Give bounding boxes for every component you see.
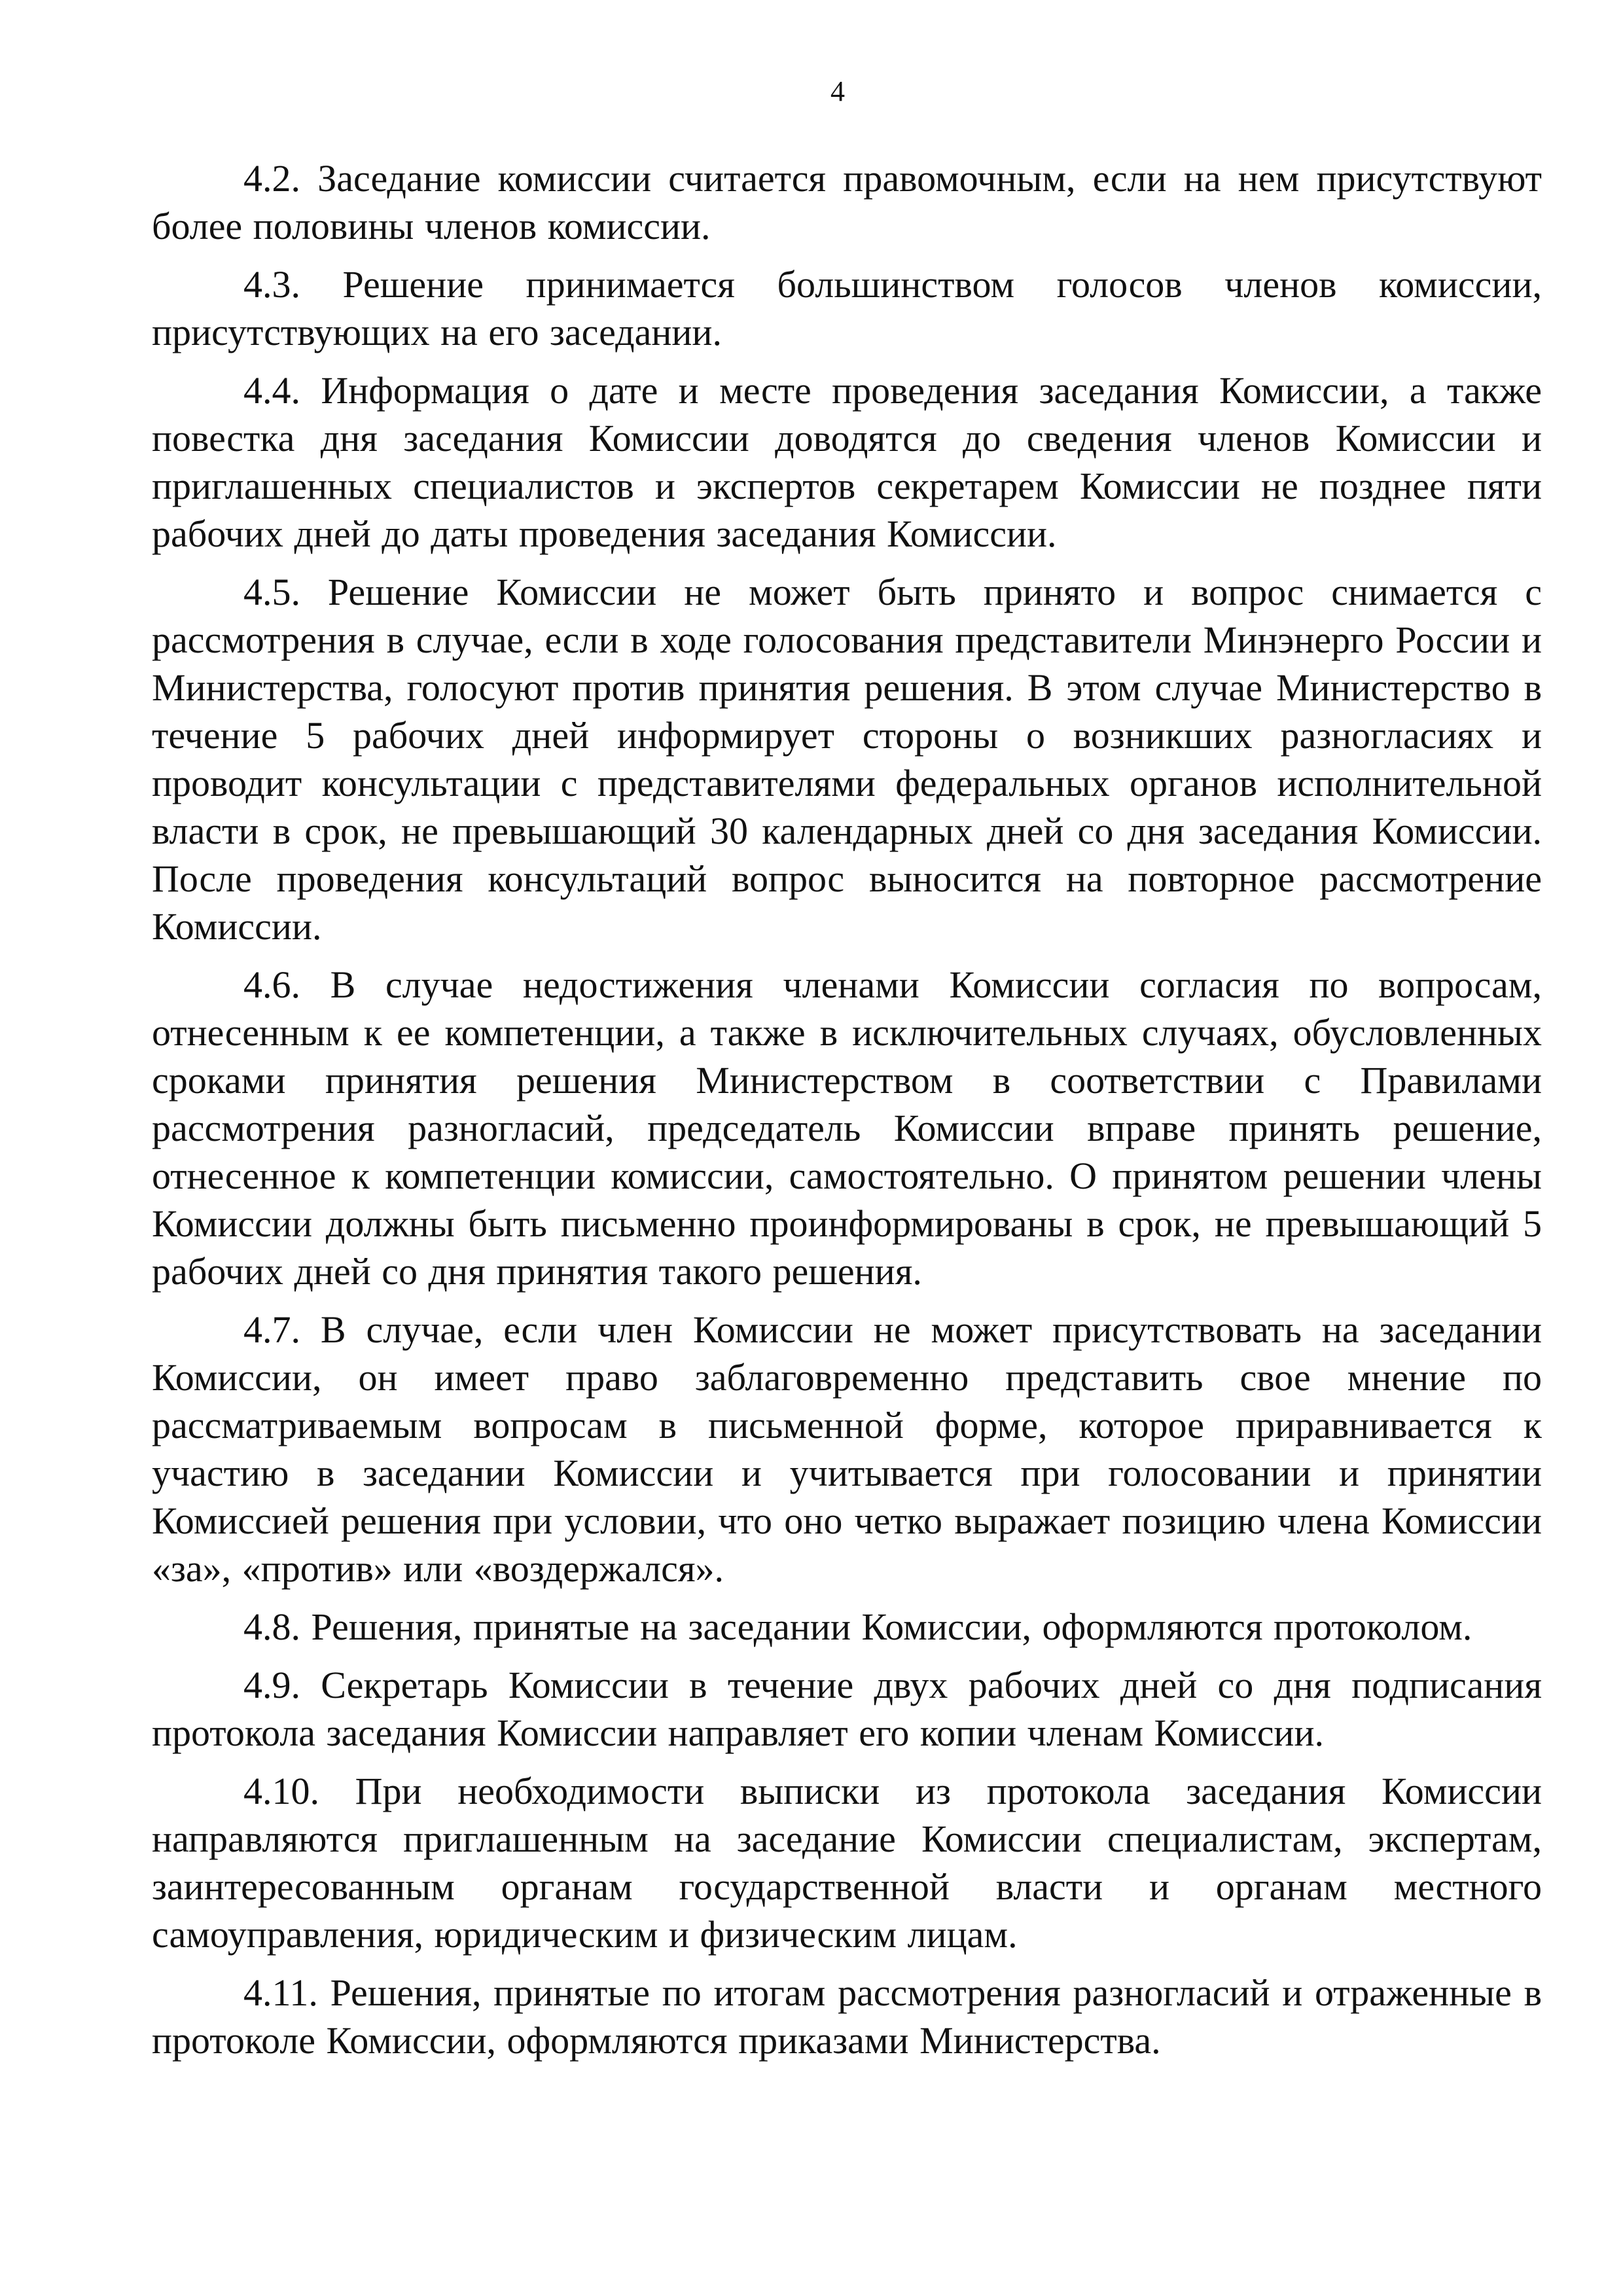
paragraph-4-10: 4.10. При необходимости выписки из протокола заседания Комиссии направляются приглашенным на заседание Комиссии специалистам, экспертам, заинтересованным органам государственной власти и органам местного самоуправления, юридическим и физическим лицам. [152, 1770, 1542, 1956]
paragraph-4-6: 4.6. В случае недостижения членами Комиссии согласия по вопросам, отнесенным к ее компетенции, а также в исключительных случаях, обусловленных сроками принятия решения Министерством в соответствии с Правилами рассмотрения разногласий, председатель Комиссии вправе принять решение, отнесенное к компетенции комиссии, самостоятельно. О принятом решении члены Комиссии должны быть письменно проинформированы в срок, не превышающий 5 рабочих дней со дня принятия такого решения. [152, 963, 1542, 1293]
document-body [152, 154, 1542, 2075]
paragraph-4-3: 4.3. Решение принимается большинством голосов членов комиссии, присутствующих на его заседании. [152, 263, 1542, 353]
paragraph-4-9: 4.9. Секретарь Комиссии в течение двух рабочих дней со дня подписания протокола заседания Комиссии направляет его копии членам Комиссии. [152, 1664, 1542, 1754]
paragraph-4-2: 4.2. Заседание комиссии считается правомочным, если на нем присутствуют более половины членов комиссии. [152, 157, 1542, 247]
paragraph-4-4: 4.4. Информация о дате и месте проведения заседания Комиссии, а также повестка дня заседания Комиссии доводятся до сведения членов Комиссии и приглашенных специалистов и экспертов секретарем Комиссии не позднее пяти рабочих дней до даты проведения заседания Комиссии. [152, 369, 1542, 555]
paragraph-4-7: 4.7. В случае, если член Комиссии не может присутствовать на заседании Комиссии, он имеет право заблаговременно представить свое мнение по рассматриваемым вопросам в письменной форме, которое приравнивается к участию в заседании Комиссии и учитывается при голосовании и принятии Комиссией решения при условии, что оно четко выражает позицию члена Комиссии «за», «против» или «воздержался». [152, 1308, 1542, 1590]
page-number: 4 [830, 75, 845, 107]
paragraph-4-5: 4.5. Решение Комиссии не может быть принято и вопрос снимается с рассмотрения в случае, если в ходе голосования представители Минэнерго России и Министерства, голосуют против принятия решения. В этом случае Министерство в течение 5 рабочих дней информирует стороны о возникших разногласиях и проводит консультации с представителями федеральных органов исполнительной власти в срок, не превышающий 30 календарных дней со дня заседания Комиссии. После проведения консультаций вопрос выносится на повторное рассмотрение Комиссии. [152, 571, 1542, 948]
paragraph-4-11: 4.11. Решения, принятые по итогам рассмотрения разногласий и отраженные в протоколе Комиссии, оформляются приказами Министерства. [152, 1971, 1542, 2062]
paragraph-4-8: 4.8. Решения, принятые на заседании Комиссии, оформляются протоколом. [243, 1605, 1472, 1648]
